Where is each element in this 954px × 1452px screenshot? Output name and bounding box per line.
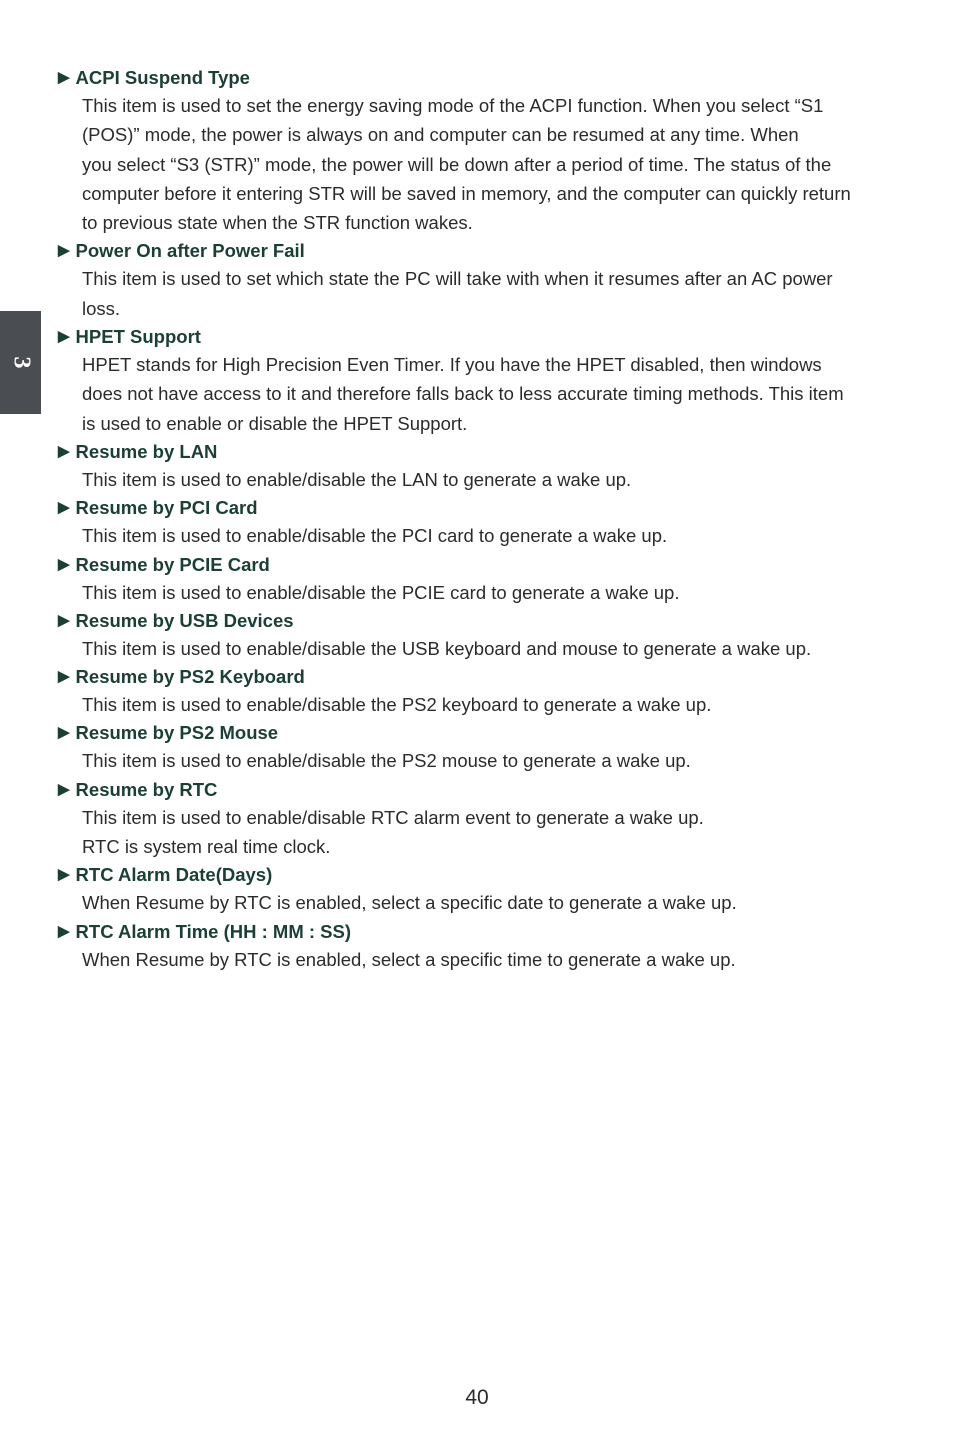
setting-description-line: RTC is system real time clock. xyxy=(82,836,331,858)
triangle-bullet-icon: ▶ xyxy=(58,555,70,573)
triangle-bullet-icon: ▶ xyxy=(58,242,70,260)
setting-description-line: This item is used to enable/disable the PS2 keyboard to generate a wake up. xyxy=(82,694,712,716)
setting-description-line: (POS)” mode, the power is always on and computer can be resumed at any time. When xyxy=(82,124,799,146)
setting-title-text: Resume by PCI Card xyxy=(75,497,258,519)
setting-description-line: This item is used to enable/disable RTC alarm event to generate a wake up. xyxy=(82,806,704,828)
setting-title-text: Resume by PCIE Card xyxy=(75,553,270,575)
triangle-bullet-icon: ▶ xyxy=(58,866,70,884)
setting-description-line: This item is used to set the energy saving mode of the ACPI function. When you select “S1 xyxy=(82,95,824,116)
triangle-bullet-icon: ▶ xyxy=(58,780,70,798)
triangle-bullet-icon: ▶ xyxy=(58,611,70,629)
setting-description-line: you select “S3 (STR)” mode, the power will be down after a period of time. The status of the xyxy=(82,153,832,175)
setting-item xyxy=(58,918,898,974)
setting-title-text: Resume by LAN xyxy=(75,440,218,462)
setting-title-text: Resume by PS2 Mouse xyxy=(75,722,279,744)
chapter-tab xyxy=(0,311,41,414)
setting-description-line: to previous state when the STR function wakes. xyxy=(82,212,473,234)
setting-title-text: RTC Alarm Time (HH : MM : SS) xyxy=(75,920,352,942)
setting-description-line: computer before it entering STR will be saved in memory, and the computer can quickly return xyxy=(82,182,851,204)
setting-title xyxy=(58,323,898,350)
setting-title xyxy=(58,64,898,91)
triangle-bullet-icon: ▶ xyxy=(58,69,70,86)
setting-title-text: Power On after Power Fail xyxy=(75,240,305,262)
setting-title xyxy=(58,551,898,578)
triangle-bullet-icon: ▶ xyxy=(58,499,70,517)
setting-description-line: When Resume by RTC is enabled, select a specific time to generate a wake up. xyxy=(82,948,736,970)
setting-title xyxy=(58,607,898,634)
setting-title xyxy=(58,776,898,803)
setting-item xyxy=(58,551,898,607)
setting-item xyxy=(58,861,898,917)
setting-title xyxy=(58,719,898,746)
setting-title-text: RTC Alarm Date(Days) xyxy=(75,864,273,886)
setting-title-text: Resume by USB Devices xyxy=(75,609,294,631)
setting-title-text: Resume by RTC xyxy=(75,778,218,800)
setting-item xyxy=(58,237,898,323)
setting-description-line: This item is used to set which state the PC will take with when it resumes after an AC power xyxy=(82,268,833,290)
setting-description-line: This item is used to enable/disable the USB keyboard and mouse to generate a wake up. xyxy=(82,637,812,659)
setting-description-line: When Resume by RTC is enabled, select a specific date to generate a wake up. xyxy=(82,892,737,914)
setting-title-text: Resume by PS2 Keyboard xyxy=(75,666,305,688)
setting-item xyxy=(58,438,898,494)
triangle-bullet-icon: ▶ xyxy=(58,442,70,460)
setting-description-line: This item is used to enable/disable the PS2 mouse to generate a wake up. xyxy=(82,750,691,772)
setting-item xyxy=(58,663,898,719)
setting-item xyxy=(58,494,898,550)
setting-title xyxy=(58,237,898,264)
triangle-bullet-icon: ▶ xyxy=(58,328,70,346)
setting-description-line: HPET stands for High Precision Even Timer. If you have the HPET disabled, then windows xyxy=(82,354,822,376)
setting-title-text: HPET Support xyxy=(75,326,201,348)
setting-title xyxy=(58,438,898,465)
setting-description-line: is used to enable or disable the HPET Support. xyxy=(82,412,468,434)
setting-item xyxy=(58,776,898,862)
setting-description-line: This item is used to enable/disable the PCIE card to generate a wake up. xyxy=(82,581,680,603)
triangle-bullet-icon: ▶ xyxy=(58,922,70,940)
setting-item xyxy=(58,607,898,663)
setting-item xyxy=(58,719,898,775)
setting-description-line: This item is used to enable/disable the PCI card to generate a wake up. xyxy=(82,525,668,547)
setting-title xyxy=(58,494,898,521)
setting-description-line: does not have access to it and therefore falls back to less accurate timing methods. This item xyxy=(82,383,844,405)
chapter-number: 3 xyxy=(8,356,34,369)
setting-title xyxy=(58,861,898,888)
setting-item xyxy=(58,64,898,237)
triangle-bullet-icon: ▶ xyxy=(58,668,70,686)
document-body xyxy=(58,64,898,974)
setting-title xyxy=(58,663,898,690)
setting-description-line: This item is used to enable/disable the LAN to generate a wake up. xyxy=(82,468,632,490)
triangle-bullet-icon: ▶ xyxy=(58,724,70,742)
setting-description-line: loss. xyxy=(82,297,121,319)
setting-title xyxy=(58,918,898,945)
setting-title-text: ACPI Suspend Type xyxy=(75,67,250,88)
setting-item xyxy=(58,323,898,438)
page-number: 40 xyxy=(465,1386,489,1409)
